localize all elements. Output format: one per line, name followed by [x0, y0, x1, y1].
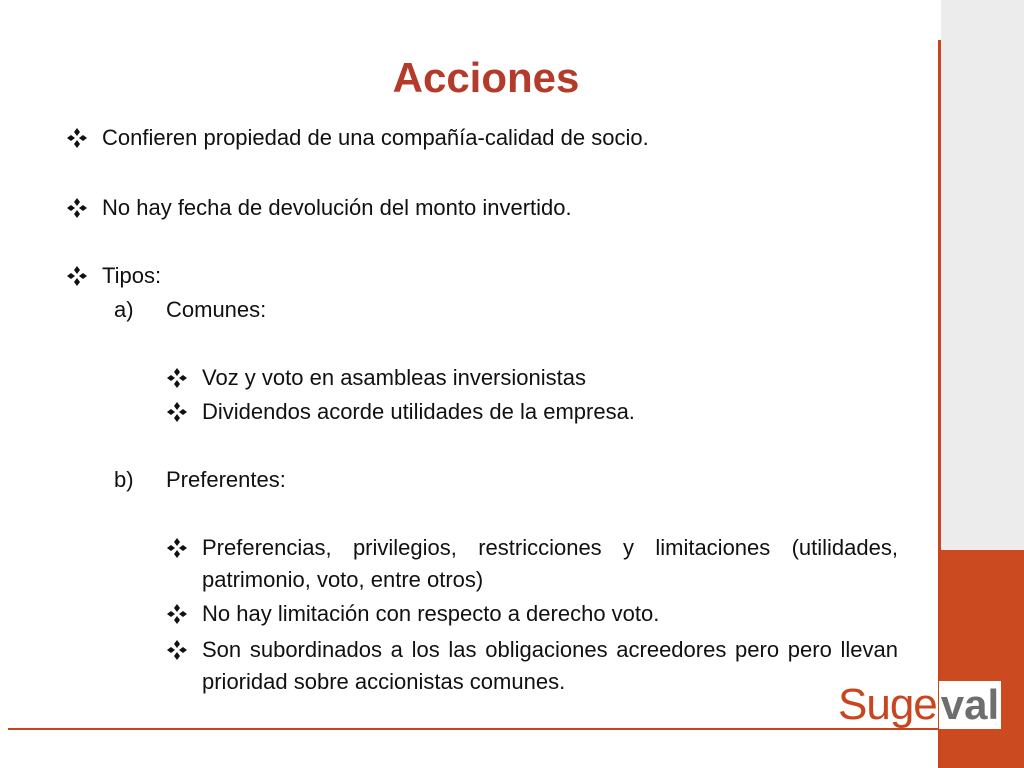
- type-label: Preferentes:: [166, 467, 286, 492]
- bullet-text: Confieren propiedad de una compañía-calidad de socio.: [102, 125, 649, 150]
- bullet-item: [66, 260, 926, 292]
- logo-text-val: val: [940, 681, 1000, 728]
- type-marker: a): [114, 297, 134, 322]
- sub-bullet-item: [166, 598, 898, 630]
- sub-bullet-text: Dividendos acorde utilidades de la empresa.: [202, 399, 635, 424]
- bullet-text: Tipos:: [102, 263, 162, 288]
- logo-text-suge: Suge: [838, 680, 937, 729]
- vertical-divider: [938, 40, 941, 768]
- sub-bullet-item: [166, 362, 898, 394]
- bottom-divider: [8, 728, 940, 730]
- four-diamond-bullet-icon: [166, 639, 188, 661]
- four-diamond-bullet-icon: [166, 603, 188, 625]
- four-diamond-bullet-icon: [66, 127, 88, 149]
- sub-bullet-item: [166, 532, 898, 596]
- bullet-item: [66, 192, 926, 224]
- sub-bullet-text: Preferencias, privilegios, restricciones y limitaciones (utilidades, patrimonio, voto, entre otros): [202, 535, 898, 592]
- sub-bullet-item: [166, 634, 898, 698]
- four-diamond-bullet-icon: [166, 401, 188, 423]
- type-label: Comunes:: [166, 297, 267, 322]
- type-item-comunes: [114, 294, 266, 326]
- slide-title: Acciones: [392, 54, 580, 101]
- four-diamond-bullet-icon: [166, 537, 188, 559]
- sub-bullet-item: [166, 396, 898, 428]
- sugeval-logo: [838, 672, 1020, 738]
- bullet-text: No hay fecha de devolución del monto invertido.: [102, 195, 572, 220]
- four-diamond-bullet-icon: [166, 367, 188, 389]
- four-diamond-bullet-icon: [66, 265, 88, 287]
- bullet-item: [66, 122, 926, 154]
- sub-bullet-text: No hay limitación con respecto a derecho voto.: [202, 601, 660, 626]
- type-item-preferentes: [114, 464, 286, 496]
- sub-bullet-text: Voz y voto en asambleas inversionistas: [202, 365, 586, 390]
- type-marker: b): [114, 467, 134, 492]
- sub-bullet-text: Son subordinados a los las obligaciones acreedores pero pero llevan prioridad sobre accionistas comunes.: [202, 637, 898, 694]
- four-diamond-bullet-icon: [66, 197, 88, 219]
